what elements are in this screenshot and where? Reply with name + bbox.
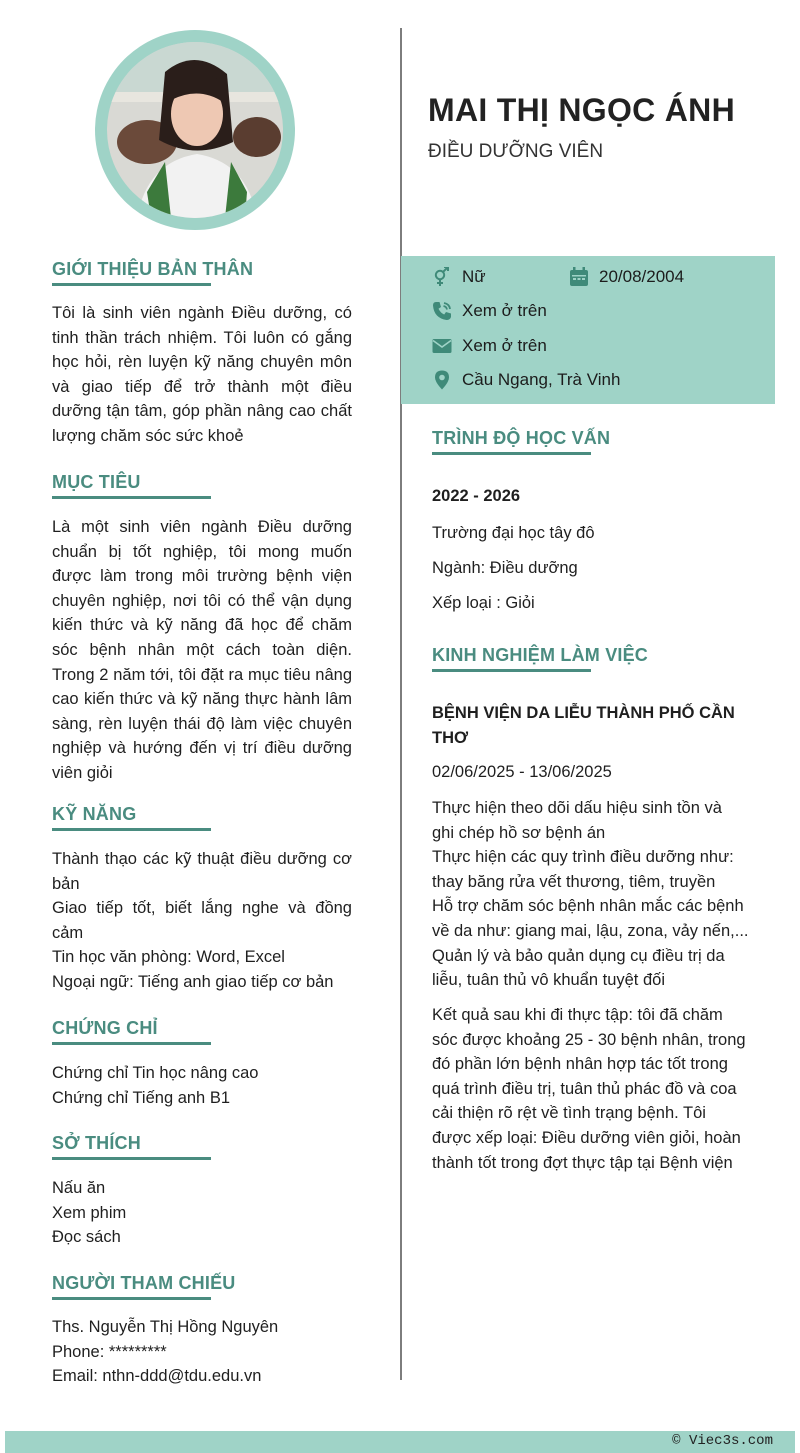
gender-value: Nữ xyxy=(462,267,486,286)
skills-title: KỸ NĂNG xyxy=(52,804,137,824)
duty-line: về da như: giang mai, lậu, zona, vảy nến,... xyxy=(432,921,749,940)
duty-line: Thực hiện theo dõi dấu hiệu sinh tồn và xyxy=(432,799,722,817)
envelope-icon xyxy=(432,336,452,356)
about-text: Tôi là sinh viên ngành Điều dưỡng, có tinh thần trách nhiệm. Tôi luôn có gắng học hỏi, rèn luyện kỹ năng chuyên môn và giao tiếp để trở thành một điều dưỡng tận tâm, góp phần nâng cao chất lượng chăm sóc sức khoẻ xyxy=(52,304,352,445)
column-divider xyxy=(400,28,402,1380)
duty-line: Quản lý và bảo quản dụng cụ điều trị da xyxy=(432,946,725,965)
gender-icon xyxy=(432,267,452,287)
calendar-icon xyxy=(569,267,589,287)
education-period: 2022 - 2026 xyxy=(432,487,521,505)
result-line: được xếp loại: Điều dưỡng viên giỏi, hoàn xyxy=(432,1128,741,1147)
email-value: Xem ở trên xyxy=(462,336,547,355)
result-line: Kết quả sau khi đi thực tập: tôi đã chăm xyxy=(432,1006,723,1024)
education-school: Trường đại học tây đô xyxy=(432,524,595,542)
map-pin-icon xyxy=(432,370,452,390)
about-title: GIỚI THIỆU BẢN THÂN xyxy=(52,259,254,279)
skills-list xyxy=(52,847,352,995)
reference-email: Email: nthn-ddd@tdu.edu.vn xyxy=(52,1367,262,1386)
experience-result xyxy=(432,1003,762,1175)
result-line: quá trình điều trị, tuân thủ phác đồ và coa xyxy=(432,1079,737,1098)
reference-phone: Phone: ********* xyxy=(52,1342,167,1361)
result-line: cải thiện rõ rệt về tình trạng bệnh. Tôi xyxy=(432,1104,706,1123)
dob-value: 20/08/2004 xyxy=(599,267,685,286)
hobby-item: Xem phim xyxy=(52,1203,127,1222)
about-rule xyxy=(52,283,211,286)
job-title: ĐIỀU DƯỠNG VIÊN xyxy=(428,141,604,162)
hobbies-list xyxy=(52,1176,352,1250)
hobbies-title: SỞ THÍCH xyxy=(52,1133,141,1153)
hobby-item: Nấu ăn xyxy=(52,1179,106,1197)
gender-row xyxy=(432,267,486,287)
experience-duties xyxy=(432,796,762,993)
certificates-title: CHỨNG CHỈ xyxy=(52,1018,158,1038)
duty-line: ghi chép hồ sơ bệnh án xyxy=(432,823,606,842)
objective-rule xyxy=(52,496,211,499)
avatar xyxy=(95,30,295,230)
skill-item: Giao tiếp tốt, biết lắng nghe và đồng cảm xyxy=(52,899,352,942)
duty-line: Thực hiện các quy trình điều dưỡng như: xyxy=(432,848,734,867)
skills-rule xyxy=(52,828,211,831)
email-row xyxy=(432,336,547,356)
result-line: đó phần lớn bệnh nhân hợp tác tốt trong xyxy=(432,1055,728,1074)
objective-title: MỤC TIÊU xyxy=(52,472,141,492)
experience-title: KINH NGHIỆM LÀM VIỆC xyxy=(432,645,649,665)
result-line: sóc được khoảng 25 - 30 bệnh nhân, trong xyxy=(432,1030,746,1049)
references-rule xyxy=(52,1297,211,1300)
full-name: MAI THỊ NGỌC ÁNH xyxy=(428,92,736,128)
certificates-rule xyxy=(52,1042,211,1045)
hobby-item: Đọc sách xyxy=(52,1228,121,1247)
objective-text: Là một sinh viên ngành Điều dưỡng chuẩn bị tốt nghiệp, tôi mong muốn được làm trong môi trường bệnh viện chuyên nghiệp, nơi tôi có thể vận dụng kiến thức và kỹ năng đã học để chăm sóc bệnh nhân một cách toàn diện. Trong 2 năm tới, tôi đặt ra mục tiêu nâng cao kiến thức và kỹ năng thực hành lâm sàng, rèn luyện thái độ làm việc chuyên nghiệp và hướng đến vị trí điều dưỡng viên giỏi xyxy=(52,518,352,782)
duty-line: liễu, tuân thủ vô khuẩn tuyệt đối xyxy=(432,971,665,990)
education-title: TRÌNH ĐỘ HỌC VẤN xyxy=(432,428,611,448)
reference-name: Ths. Nguyễn Thị Hồng Nguyên xyxy=(52,1318,279,1336)
address-value: Cầu Ngang, Trà Vinh xyxy=(462,370,621,389)
footer-bar xyxy=(5,1431,795,1453)
skill-item: Ngoại ngữ: Tiếng anh giao tiếp cơ bản xyxy=(52,972,334,991)
certificates-list xyxy=(52,1061,352,1110)
hobbies-rule xyxy=(52,1157,211,1160)
company-line: BỆNH VIỆN DA LIỄU THÀNH PHỐ CẦN xyxy=(432,704,735,722)
education-rank: Xếp loại : Giỏi xyxy=(432,594,535,612)
skill-item: Tin học văn phòng: Word, Excel xyxy=(52,948,285,967)
phone-value: Xem ở trên xyxy=(462,301,547,320)
phone-row xyxy=(432,301,547,321)
footer-credit: © Viec3s.com xyxy=(672,1433,773,1449)
phone-icon xyxy=(432,301,452,321)
references-title: NGƯỜI THAM CHIẾU xyxy=(52,1273,236,1293)
skill-item: Thành thạo các kỹ thuật điều dưỡng cơ bản xyxy=(52,850,352,893)
dob-row xyxy=(569,267,684,287)
experience-period: 02/06/2025 - 13/06/2025 xyxy=(432,763,612,781)
experience-company xyxy=(432,701,762,750)
contact-panel xyxy=(401,256,775,404)
certificate-item: Chứng chỉ Tin học nâng cao xyxy=(52,1064,259,1082)
result-line: thành tốt trong đợt thực tập tại Bệnh viện xyxy=(432,1153,733,1172)
profile-photo xyxy=(107,42,283,218)
company-line: THƠ xyxy=(432,728,469,747)
duty-line: Hỗ trợ chăm sóc bệnh nhân mắc các bệnh xyxy=(432,897,744,916)
references-block xyxy=(52,1315,352,1389)
experience-rule xyxy=(432,669,591,672)
education-rule xyxy=(432,452,591,455)
address-row xyxy=(432,370,620,390)
duty-line: thay băng rửa vết thương, tiêm, truyền xyxy=(432,872,716,891)
education-major: Ngành: Điều dưỡng xyxy=(432,559,578,577)
certificate-item: Chứng chỉ Tiếng anh B1 xyxy=(52,1088,230,1107)
